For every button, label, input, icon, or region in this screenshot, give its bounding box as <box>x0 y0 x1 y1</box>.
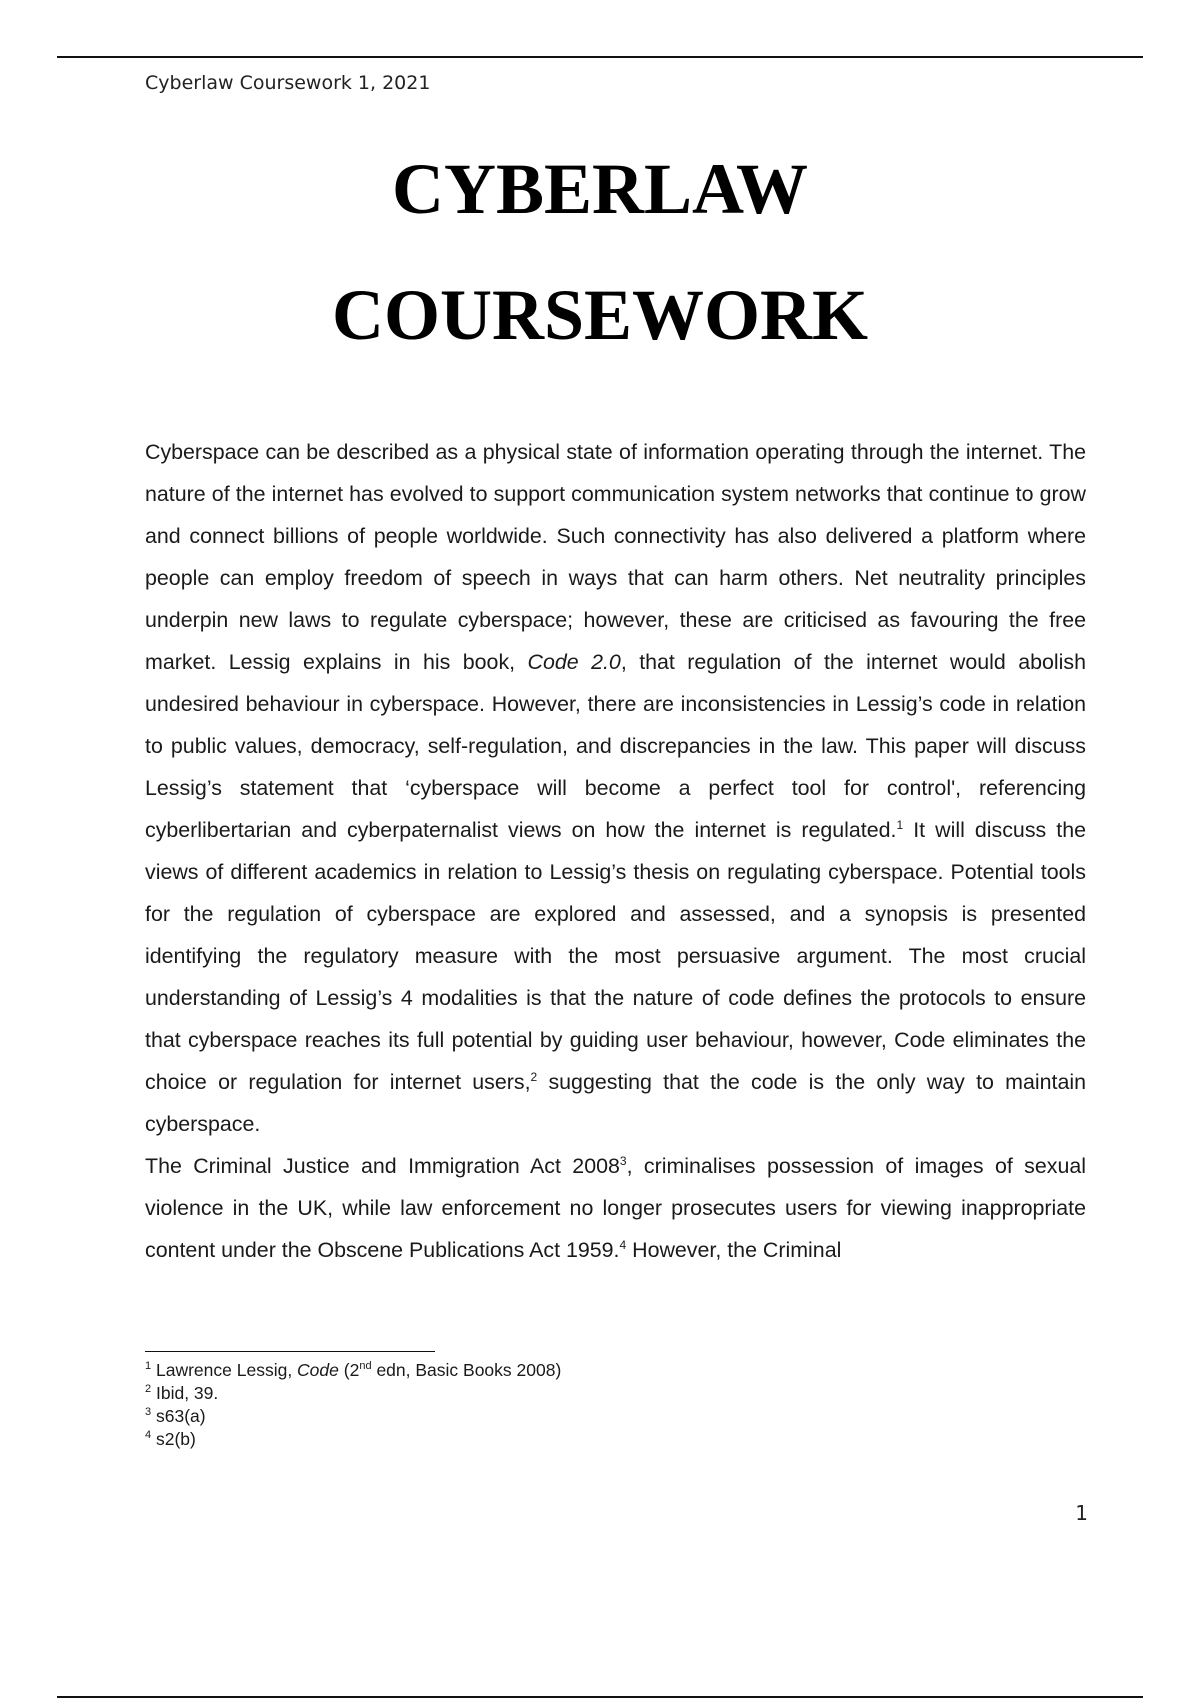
title-line-2: COURSEWORK <box>331 275 869 355</box>
running-head: Cyberlaw Coursework 1, 2021 <box>145 72 431 94</box>
footnote-text: s2(b) <box>151 1429 196 1449</box>
footnote-text: Lawrence Lessig, <box>151 1360 298 1380</box>
footnote-text: s63(a) <box>151 1406 206 1426</box>
p2-text-1: The Criminal Justice and Immigration Act 2008 <box>145 1154 620 1178</box>
footnote-text: edn, Basic Books 2008) <box>371 1360 562 1380</box>
footnote-number: 3 <box>145 1406 152 1419</box>
body-text <box>145 431 1086 1271</box>
p2-text-3: However, the Criminal <box>626 1238 842 1262</box>
footnote-4 <box>145 1428 561 1451</box>
footnote-ref-2: 2 <box>530 1069 538 1084</box>
book-title: Code 2.0 <box>527 650 621 674</box>
footnote-number: 1 <box>145 1360 152 1373</box>
p1-text-1: Cyberspace can be described as a physical state of information operating through the internet. The nature of the internet has evolved to support communication system networks that continue to grow and connect billions of people worldwide. Such connectivity has also delivered a platform where people can employ freedom of speech in ways that can harm others. Net neutrality principles underpin new laws to regulate cyberspace; however, these are criticised as favouring the free market. Lessig explains in his book, <box>145 440 1086 674</box>
footnote-text: Ibid, 39. <box>151 1383 219 1403</box>
title-line-1: CYBERLAW <box>391 149 809 229</box>
footnote-number: 4 <box>145 1429 152 1442</box>
footnote-ref-4: 4 <box>619 1237 627 1252</box>
footnote-2 <box>145 1382 561 1405</box>
paragraph-2 <box>145 1145 1086 1271</box>
footnote-separator <box>145 1351 435 1352</box>
footnote-ref-3: 3 <box>619 1153 627 1168</box>
p1-text-3: It will discuss the views of different academics in relation to Lessig’s thesis on regulating cyberspace. Potential tools for the regulation of cyberspace are explored and assessed, and a synopsis is presented identifying the regulatory measure with the most persuasive argument. The most crucial understanding of Lessig’s 4 modalities is that the nature of code defines the protocols to ensure that cyberspace reaches its full potential by guiding user behaviour, however, Code eliminates the choice or regulation for internet users, <box>145 818 1086 1094</box>
footnote-3 <box>145 1405 561 1428</box>
header-rule <box>57 56 1143 58</box>
footnote-ordinal: nd <box>359 1360 372 1373</box>
footnote-1 <box>145 1359 561 1382</box>
footer-rule <box>57 1696 1143 1698</box>
footnote-ref-1: 1 <box>896 817 904 832</box>
p2-text-2: , criminalises possession of images of sexual violence in the UK, while law enforcement no longer prosecutes users for viewing inappropriate content under the Obscene Publications Act 1959. <box>145 1154 1086 1262</box>
footnote-italic-title: Code <box>297 1360 339 1380</box>
page-number: 1 <box>1075 1501 1088 1525</box>
p1-text-2: , that regulation of the internet would abolish undesired behaviour in cyberspace. However, there are inconsistencies in Lessig’s code in relation to public values, democracy, self-regulation, and discrepancies in the law. This paper will discuss Lessig’s statement that ‘cyberspace will become a perfect tool for control', referencing cyberlibertarian and cyberpaternalist views on how the internet is regulated. <box>145 650 1086 842</box>
footnote-text: (2 <box>338 1360 360 1380</box>
footnotes <box>145 1359 561 1451</box>
paragraph-1 <box>145 431 1086 1145</box>
footnote-number: 2 <box>145 1383 152 1396</box>
p1-text-4: suggesting that the code is the only way to maintain cyberspace. <box>145 1070 1087 1136</box>
